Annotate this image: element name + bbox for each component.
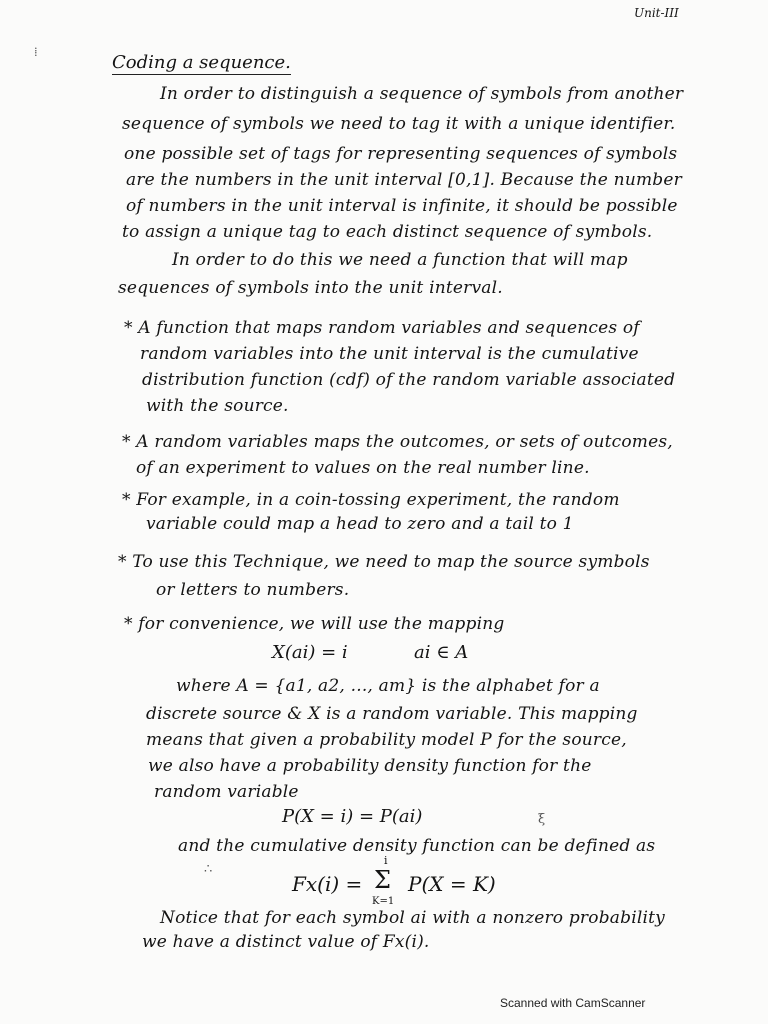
page-title: Coding a sequence. [112, 52, 291, 73]
text-line: In order to do this we need a function that will map [172, 250, 628, 270]
sigma-lower-limit: K=1 [372, 896, 395, 907]
bullet-line: random variables into the unit interval is the cumulative [140, 344, 639, 364]
bullet-line: * A function that maps random variables and sequences of [124, 318, 640, 338]
text-line: we also have a probability density function for the [148, 756, 592, 776]
bullet-line: of an experiment to values on the real number line. [136, 458, 590, 478]
bullet-line: or letters to numbers. [156, 580, 350, 600]
pdf-equation: P(X = i) = P(ai) [282, 806, 423, 827]
bullet-line: * For example, in a coin-tossing experiment, the random [122, 490, 620, 510]
text-line: to assign a unique tag to each distinct sequence of symbols. [122, 222, 653, 242]
text-line: means that given a probability model P for the source, [146, 730, 627, 750]
text-line: are the numbers in the unit interval [0,1]. Because the number [126, 170, 682, 190]
text-line: random variable [154, 782, 299, 802]
scanner-watermark: Scanned with CamScanner [500, 996, 646, 1010]
text-line: In order to distinguish a sequence of symbols from another [160, 84, 684, 104]
text-line: and the cumulative density function can be defined as [178, 836, 656, 856]
margin-mark: ⁞ [34, 45, 38, 60]
bullet-line: variable could map a head to zero and a tail to 1 [146, 514, 574, 534]
text-line: where A = {a1, a2, ..., am} is the alphabet for a [176, 676, 600, 696]
cdf-lhs: Fx(i) = [292, 872, 363, 896]
bullet-line: distribution function (cdf) of the random variable associated [142, 370, 676, 390]
sigma-symbol: Σ [374, 866, 391, 894]
bullet-line: * To use this Technique, we need to map the source symbols [118, 552, 650, 572]
text-line: sequence of symbols we need to tag it with a unique identifier. [122, 114, 676, 134]
margin-mark: ∴ [204, 862, 213, 877]
text-line: discrete source & X is a random variable. This mapping [146, 704, 638, 724]
text-line: sequences of symbols into the unit interval. [118, 278, 503, 298]
text-line: Notice that for each symbol ai with a nonzero probability [160, 908, 665, 928]
bullet-line: * for convenience, we will use the mapping [124, 614, 505, 634]
mapping-set: ai ∈ A [414, 642, 469, 663]
text-line: one possible set of tags for representing sequences of symbols [124, 144, 678, 164]
bullet-line: with the source. [146, 396, 289, 416]
cdf-rhs: P(X = K) [408, 872, 496, 896]
unit-label: Unit-III [634, 6, 679, 20]
mapping-equation: X(ai) = i [272, 642, 348, 663]
text-line: of numbers in the unit interval is infinite, it should be possible [126, 196, 678, 216]
text-line: we have a distinct value of Fx(i). [142, 932, 430, 952]
margin-mark: ξ [538, 812, 546, 827]
sigma-upper-limit: i [384, 854, 388, 867]
bullet-line: * A random variables maps the outcomes, or sets of outcomes, [122, 432, 673, 452]
